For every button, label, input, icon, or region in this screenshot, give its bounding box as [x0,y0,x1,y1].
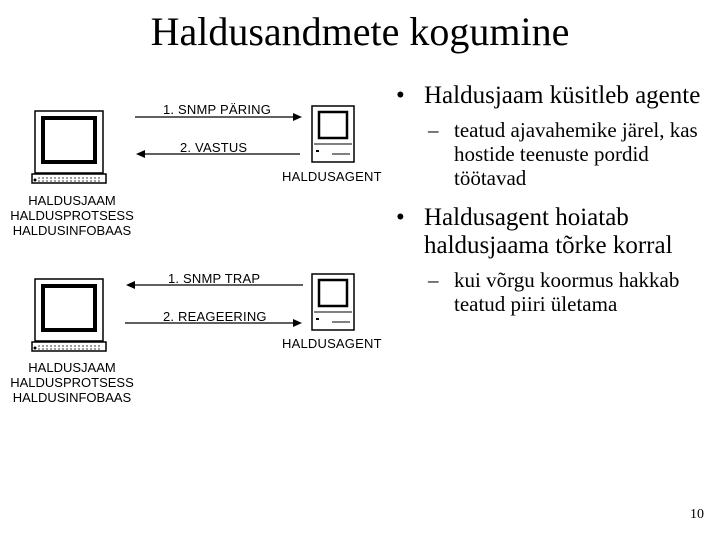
bullet-item [392,204,714,260]
agent-label: HALDUSAGENT [282,336,382,351]
bullet-dot-icon: • [396,82,405,109]
station-computer-icon [30,108,110,188]
agent-label: HALDUSAGENT [282,169,382,184]
station-line-2: HALDUSPROTSESS [10,208,134,223]
bullet-list [392,82,714,316]
sub-bullet-item [392,268,714,316]
bullet-item [392,82,714,110]
arrow-left-icon [135,149,305,159]
slide-title: Haldusandmete kogumine [150,9,570,54]
station-computer-icon [30,276,110,356]
bullet-text: Haldusjaam küsitleb agente [424,82,701,109]
sub-bullet-text: teatud ajavahemike järel, kas hostide teenuste pordid töötavad [454,118,698,190]
arrow-label-request: 1. SNMP PÄRING [163,102,272,117]
dash-icon: – [428,118,439,142]
station-line-3: HALDUSINFOBAAS [12,390,132,405]
arrow-right-icon [125,318,305,328]
station-line-1: HALDUSJAAM [28,360,116,375]
station-line-1: HALDUSJAAM [28,193,116,208]
station-line-3: HALDUSINFOBAAS [12,223,132,238]
arrow-right-icon [135,112,305,122]
arrow-label-reaction: 2. REAGEERING [163,309,267,324]
sub-bullet-item [392,118,714,190]
station-label [0,193,147,238]
station-label [0,360,147,405]
dash-icon: – [428,268,439,292]
bullet-dot-icon: • [396,204,405,231]
arrow-left-icon [125,280,305,290]
arrow-label-trap: 1. SNMP TRAP [168,271,261,286]
agent-computer-icon [310,272,358,332]
arrow-label-response: 2. VASTUS [180,140,248,155]
page-number: 10 [690,507,704,522]
agent-computer-icon [310,104,358,164]
bullet-text: Haldusagent hoiatab haldusjaama tõrke korral [424,204,673,259]
sub-bullet-text: kui võrgu koormus hakkab teatud piiri ületama [454,268,680,316]
station-line-2: HALDUSPROTSESS [10,375,134,390]
